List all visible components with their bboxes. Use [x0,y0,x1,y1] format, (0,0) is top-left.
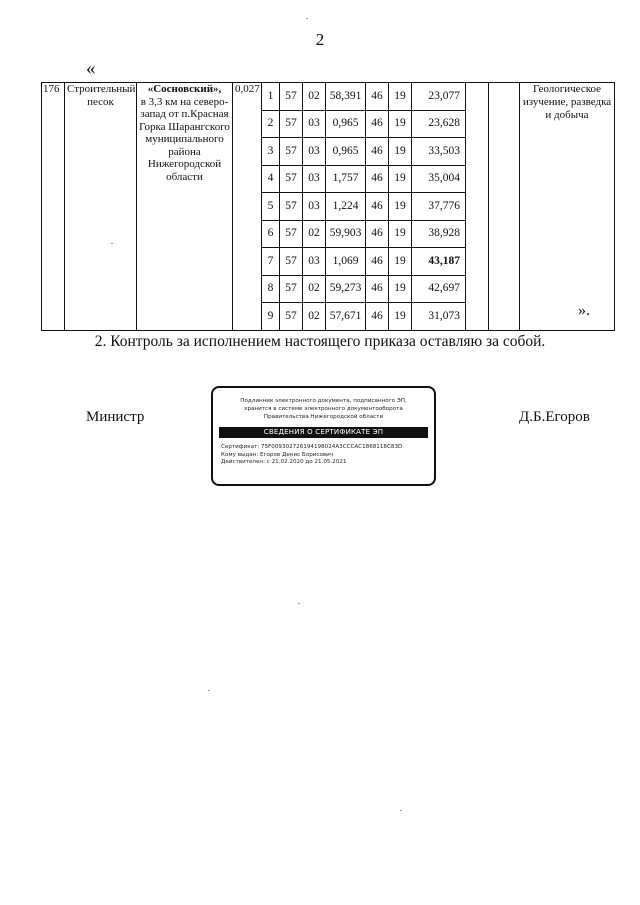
latitude-seconds: 1,224 [326,193,366,221]
signer-name: Д.Б.Егоров [519,409,590,425]
longitude-minutes: 19 [389,165,412,193]
control-paragraph: 2. Контроль за исполнением настоящего приказа оставляю за собой. [94,333,546,350]
opening-quote: « [86,58,96,79]
longitude-seconds: 42,697 [412,275,466,303]
longitude-seconds: 33,503 [412,138,466,166]
stamp-line: Правительства Нижегородской области [263,414,384,420]
empty-cell [489,83,520,331]
longitude-minutes: 19 [389,138,412,166]
longitude-degrees: 46 [366,193,389,221]
latitude-minutes: 03 [303,248,326,276]
point-number: 5 [262,193,280,221]
latitude-minutes: 03 [303,165,326,193]
latitude-degrees: 57 [280,138,303,166]
latitude-degrees: 57 [280,248,303,276]
site-name: «Сосновский», [147,83,222,95]
latitude-seconds: 0,965 [326,138,366,166]
point-number: 7 [262,248,280,276]
latitude-seconds: 59,273 [326,275,366,303]
longitude-minutes: 19 [389,110,412,138]
latitude-degrees: 57 [280,165,303,193]
longitude-degrees: 46 [366,83,389,111]
point-number: 6 [262,220,280,248]
latitude-minutes: 02 [303,303,326,331]
longitude-seconds: 35,004 [412,165,466,193]
usage-purpose: Геологическое изучение, разведка и добыча [520,83,615,331]
latitude-minutes: 03 [303,138,326,166]
longitude-degrees: 46 [366,303,389,331]
registry-table [41,82,615,331]
longitude-degrees: 46 [366,110,389,138]
e-signature-stamp [211,386,436,486]
stamp-issued-to: Кому выдан: Егоров Денис Борисович [221,451,334,458]
point-number: 1 [262,83,280,111]
site-description [137,83,233,331]
latitude-degrees: 57 [280,193,303,221]
latitude-degrees: 57 [280,83,303,111]
longitude-degrees: 46 [366,220,389,248]
table-row [42,83,615,111]
row-number: 176 [42,83,65,331]
longitude-minutes: 19 [389,193,412,221]
stamp-notice [213,397,434,421]
point-number: 4 [262,165,280,193]
stamp-validity: Действителен: с 21.02.2020 до 21.05.2021 [221,459,347,465]
latitude-degrees: 57 [280,110,303,138]
longitude-seconds: 23,077 [412,83,466,111]
latitude-degrees: 57 [280,275,303,303]
longitude-degrees: 46 [366,248,389,276]
latitude-seconds: 1,069 [326,248,366,276]
point-number: 8 [262,275,280,303]
minister-label: Министр [86,409,145,425]
longitude-minutes: 19 [389,220,412,248]
point-number: 3 [262,138,280,166]
latitude-seconds: 57,671 [326,303,366,331]
point-number: 2 [262,110,280,138]
site-location: в 3,3 км на северо-запад от п.Красная Горка Шарангского муниципального района Нижегородской области [139,95,230,183]
longitude-minutes: 19 [389,303,412,331]
latitude-minutes: 03 [303,110,326,138]
latitude-degrees: 57 [280,220,303,248]
longitude-seconds: 23,628 [412,110,466,138]
longitude-minutes: 19 [389,248,412,276]
longitude-degrees: 46 [366,138,389,166]
latitude-seconds: 58,391 [326,83,366,111]
latitude-degrees: 57 [280,303,303,331]
stamp-header: СВЕДЕНИЯ О СЕРТИФИКАТЕ ЭП [219,427,428,438]
latitude-minutes: 02 [303,275,326,303]
stamp-details [221,444,434,467]
closing-quote: ». [578,302,590,319]
longitude-seconds: 38,928 [412,220,466,248]
stamp-line: Подлинник электронного документа, подписанного ЭП, [240,398,407,404]
latitude-seconds: 0,965 [326,110,366,138]
longitude-minutes: 19 [389,83,412,111]
latitude-minutes: 03 [303,193,326,221]
point-number: 9 [262,303,280,331]
stamp-line: хранится в системе электронного документооборота [244,406,403,412]
longitude-seconds: 37,776 [412,193,466,221]
longitude-seconds: 31,073 [412,303,466,331]
latitude-seconds: 59,903 [326,220,366,248]
empty-cell [466,83,489,331]
latitude-seconds: 1,757 [326,165,366,193]
stamp-certificate: Сертификат: 75F009302726194198024A3CCCAC1868118C83D [221,444,403,450]
longitude-minutes: 19 [389,275,412,303]
area-value: 0,027 [233,83,262,331]
page-number: 2 [315,30,325,49]
longitude-seconds: 43,187 [412,248,466,276]
mineral-type: Строительный песок [65,83,137,331]
latitude-minutes: 02 [303,83,326,111]
latitude-minutes: 02 [303,220,326,248]
longitude-degrees: 46 [366,275,389,303]
longitude-degrees: 46 [366,165,389,193]
